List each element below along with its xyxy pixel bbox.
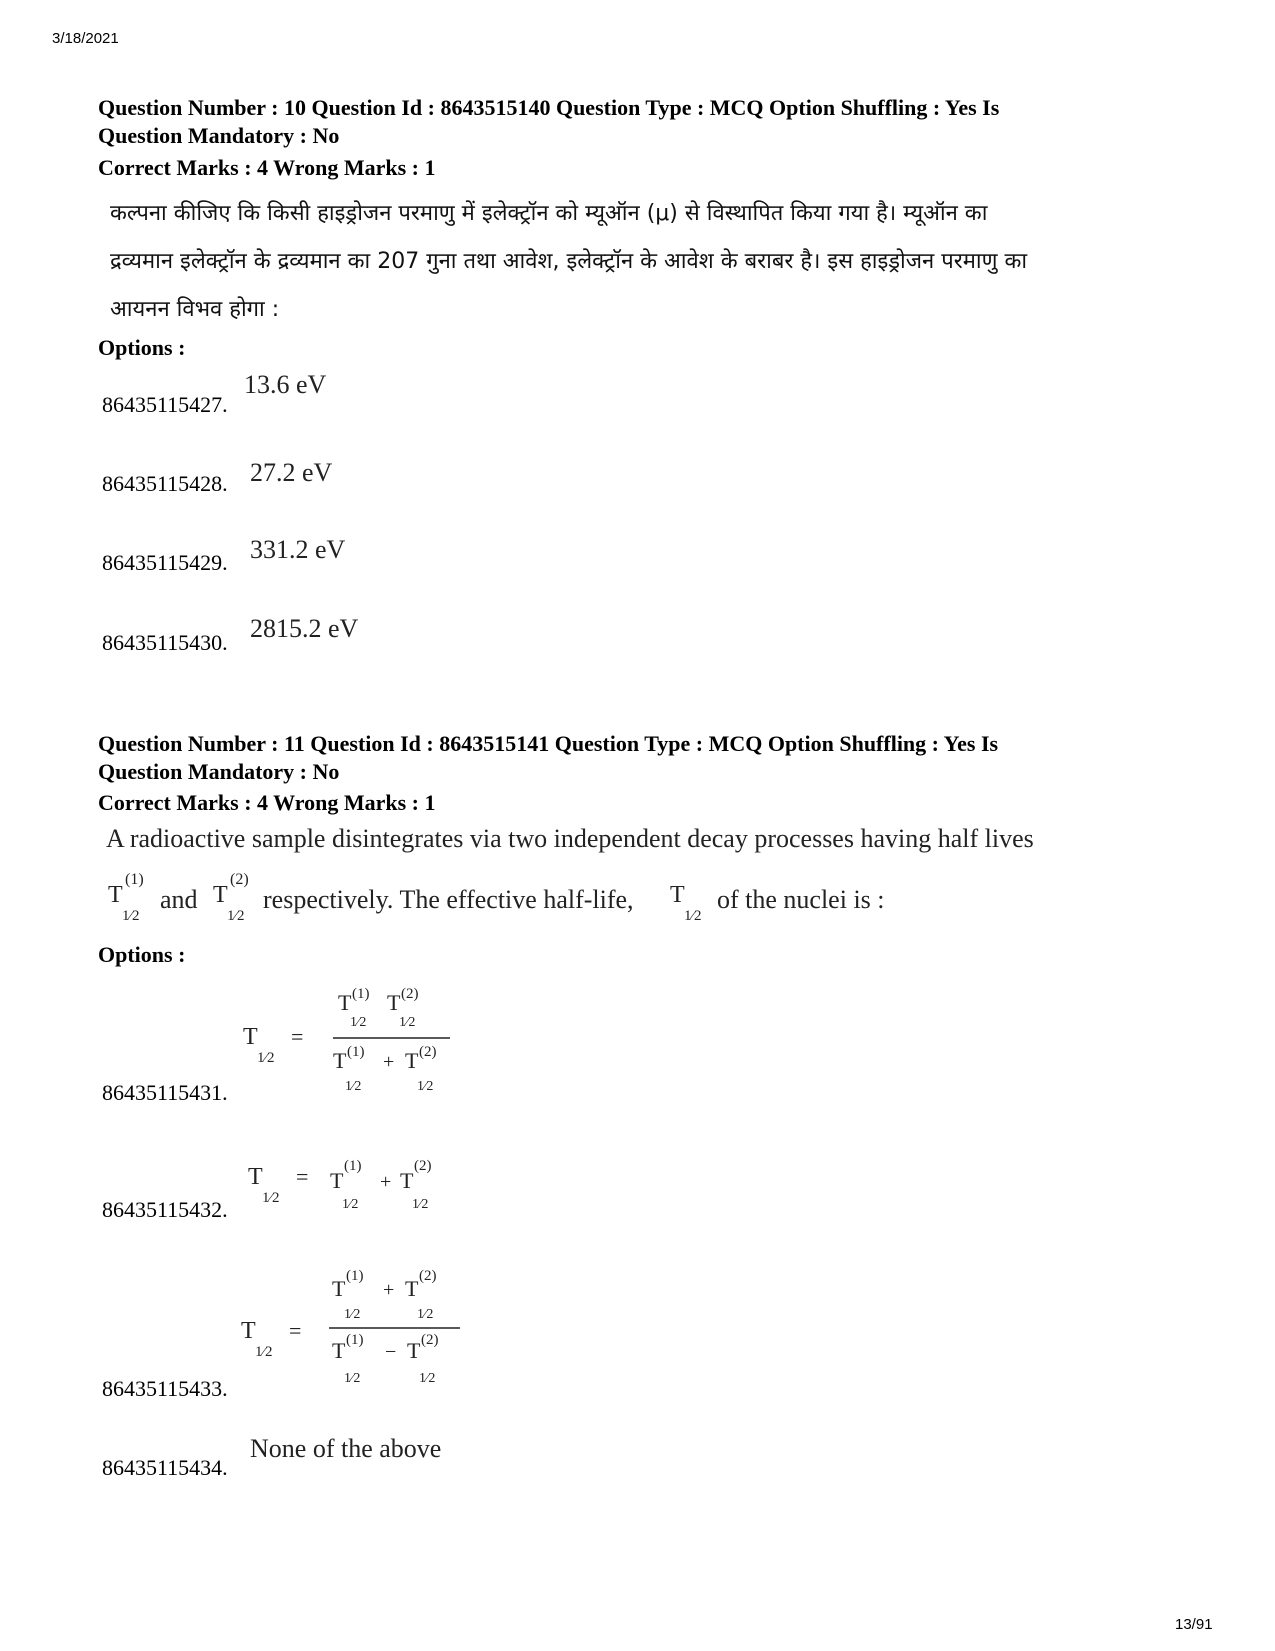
superscript-2: (2) bbox=[414, 1158, 432, 1174]
t-symbol: T bbox=[670, 882, 685, 908]
t-symbol: T bbox=[407, 1338, 421, 1363]
option-id: 86435115430. bbox=[102, 630, 228, 655]
option-value: 13.6 eV bbox=[244, 370, 327, 399]
question-10-header-line1: Question Number : 10 Question Id : 8643515140 Question Type : MCQ Option Shuffling : Yes Is bbox=[98, 95, 1000, 120]
subscript-half: 1⁄2 bbox=[257, 1050, 275, 1066]
superscript-1: (1) bbox=[346, 1332, 364, 1348]
t-symbol: T bbox=[332, 1338, 346, 1363]
option-id: 86435115429. bbox=[102, 550, 228, 575]
option-formula-sum-over-difference bbox=[235, 1258, 475, 1393]
question-10-options-label: Options : bbox=[98, 335, 186, 360]
superscript-2: (2) bbox=[419, 1268, 437, 1284]
minus-sign: − bbox=[385, 1341, 397, 1363]
option-formula-product-over-sum bbox=[235, 978, 475, 1103]
subscript-half: 1⁄2 bbox=[255, 1344, 273, 1360]
t-half-2 bbox=[213, 871, 249, 924]
option-value: 2815.2 eV bbox=[250, 614, 359, 643]
subscript-half: 1⁄2 bbox=[344, 1371, 361, 1386]
question-11-header-line2: Question Mandatory : No bbox=[98, 759, 340, 784]
text-respectively: respectively. The effective half-life, bbox=[263, 885, 634, 914]
t-symbol: T bbox=[108, 882, 123, 908]
option-formula-sum bbox=[240, 1148, 480, 1223]
option-id: 86435115432. bbox=[102, 1197, 228, 1222]
subscript-half: 1⁄2 bbox=[262, 1190, 280, 1206]
question-11-header-line1: Question Number : 11 Question Id : 8643515141 Question Type : MCQ Option Shuffling : Yes Is bbox=[98, 731, 999, 756]
option-id: 86435115433. bbox=[102, 1376, 228, 1401]
equals-sign: = bbox=[289, 1318, 302, 1343]
t-symbol: T bbox=[330, 1168, 344, 1193]
t-symbol: T bbox=[400, 1168, 414, 1193]
t-symbol: T bbox=[405, 1276, 419, 1301]
t-symbol: T bbox=[243, 1024, 258, 1050]
subscript-half: 1⁄2 bbox=[419, 1371, 436, 1386]
question-10-header-line2: Question Mandatory : No bbox=[98, 123, 340, 148]
subscript-half: 1⁄2 bbox=[399, 1015, 416, 1030]
superscript-1: (1) bbox=[346, 1268, 364, 1284]
subscript-half: 1⁄2 bbox=[684, 908, 702, 924]
plus-sign: + bbox=[383, 1279, 395, 1301]
subscript-half: 1⁄2 bbox=[227, 908, 245, 924]
subscript-half: 1⁄2 bbox=[417, 1079, 434, 1094]
question-10-text-line2: द्रव्यमान इलेक्ट्रॉन के द्रव्यमान का 207 गुना तथा आवेश, इलेक्ट्रॉन के आवेश के बराबर है। इस हाइड्रोजन परमाणु का bbox=[110, 249, 1028, 274]
question-10-marks: Correct Marks : 4 Wrong Marks : 1 bbox=[98, 155, 436, 180]
superscript-2: (2) bbox=[230, 871, 249, 888]
page-number: 13/91 bbox=[1175, 1616, 1213, 1633]
option-value: None of the above bbox=[250, 1434, 442, 1463]
equals-sign: = bbox=[291, 1024, 304, 1049]
subscript-half: 1⁄2 bbox=[350, 1015, 367, 1030]
plus-sign: + bbox=[383, 1051, 395, 1073]
t-symbol: T bbox=[332, 1276, 346, 1301]
subscript-half: 1⁄2 bbox=[122, 908, 140, 924]
question-11-header bbox=[98, 730, 1158, 786]
word-and: and bbox=[160, 885, 198, 914]
superscript-1: (1) bbox=[344, 1158, 362, 1174]
t-half-1 bbox=[108, 871, 144, 924]
superscript-2: (2) bbox=[401, 986, 419, 1002]
question-11-text-line2 bbox=[100, 862, 920, 932]
question-10-text-line3: आयनन विभव होगा : bbox=[110, 297, 280, 322]
subscript-half: 1⁄2 bbox=[342, 1197, 359, 1212]
subscript-half: 1⁄2 bbox=[417, 1307, 434, 1322]
equals-sign: = bbox=[296, 1164, 309, 1189]
t-symbol: T bbox=[338, 990, 352, 1015]
question-11-options-label: Options : bbox=[98, 942, 186, 967]
subscript-half: 1⁄2 bbox=[344, 1307, 361, 1322]
option-id: 86435115427. bbox=[102, 392, 228, 417]
option-id: 86435115434. bbox=[102, 1455, 228, 1480]
text-of-nuclei: of the nuclei is : bbox=[717, 885, 885, 914]
superscript-1: (1) bbox=[352, 986, 370, 1002]
t-symbol: T bbox=[248, 1164, 263, 1190]
t-symbol: T bbox=[387, 990, 401, 1015]
question-10-text bbox=[110, 190, 1190, 334]
subscript-half: 1⁄2 bbox=[412, 1197, 429, 1212]
option-id: 86435115428. bbox=[102, 471, 228, 496]
t-half-effective bbox=[670, 882, 702, 924]
option-value: 27.2 eV bbox=[250, 458, 333, 487]
question-10-header bbox=[98, 94, 1158, 150]
t-symbol: T bbox=[241, 1318, 256, 1344]
plus-sign: + bbox=[380, 1171, 392, 1193]
option-id: 86435115431. bbox=[102, 1080, 228, 1105]
question-10-text-line1: कल्पना कीजिए कि किसी हाइड्रोजन परमाणु में इलेक्ट्रॉन को म्यूऑन (μ) से विस्थापित किया गया है। म्यूऑन का bbox=[110, 201, 988, 226]
superscript-2: (2) bbox=[419, 1044, 437, 1060]
print-date: 3/18/2021 bbox=[52, 30, 119, 47]
t-symbol: T bbox=[333, 1048, 347, 1073]
superscript-1: (1) bbox=[347, 1044, 365, 1060]
t-symbol: T bbox=[405, 1048, 419, 1073]
t-symbol: T bbox=[213, 882, 228, 908]
question-11-marks: Correct Marks : 4 Wrong Marks : 1 bbox=[98, 790, 436, 815]
superscript-2: (2) bbox=[421, 1332, 439, 1348]
superscript-1: (1) bbox=[125, 871, 144, 888]
question-11-text-line1: A radioactive sample disintegrates via two independent decay processes having half lives bbox=[106, 824, 1034, 853]
subscript-half: 1⁄2 bbox=[345, 1079, 362, 1094]
option-value: 331.2 eV bbox=[250, 535, 346, 564]
